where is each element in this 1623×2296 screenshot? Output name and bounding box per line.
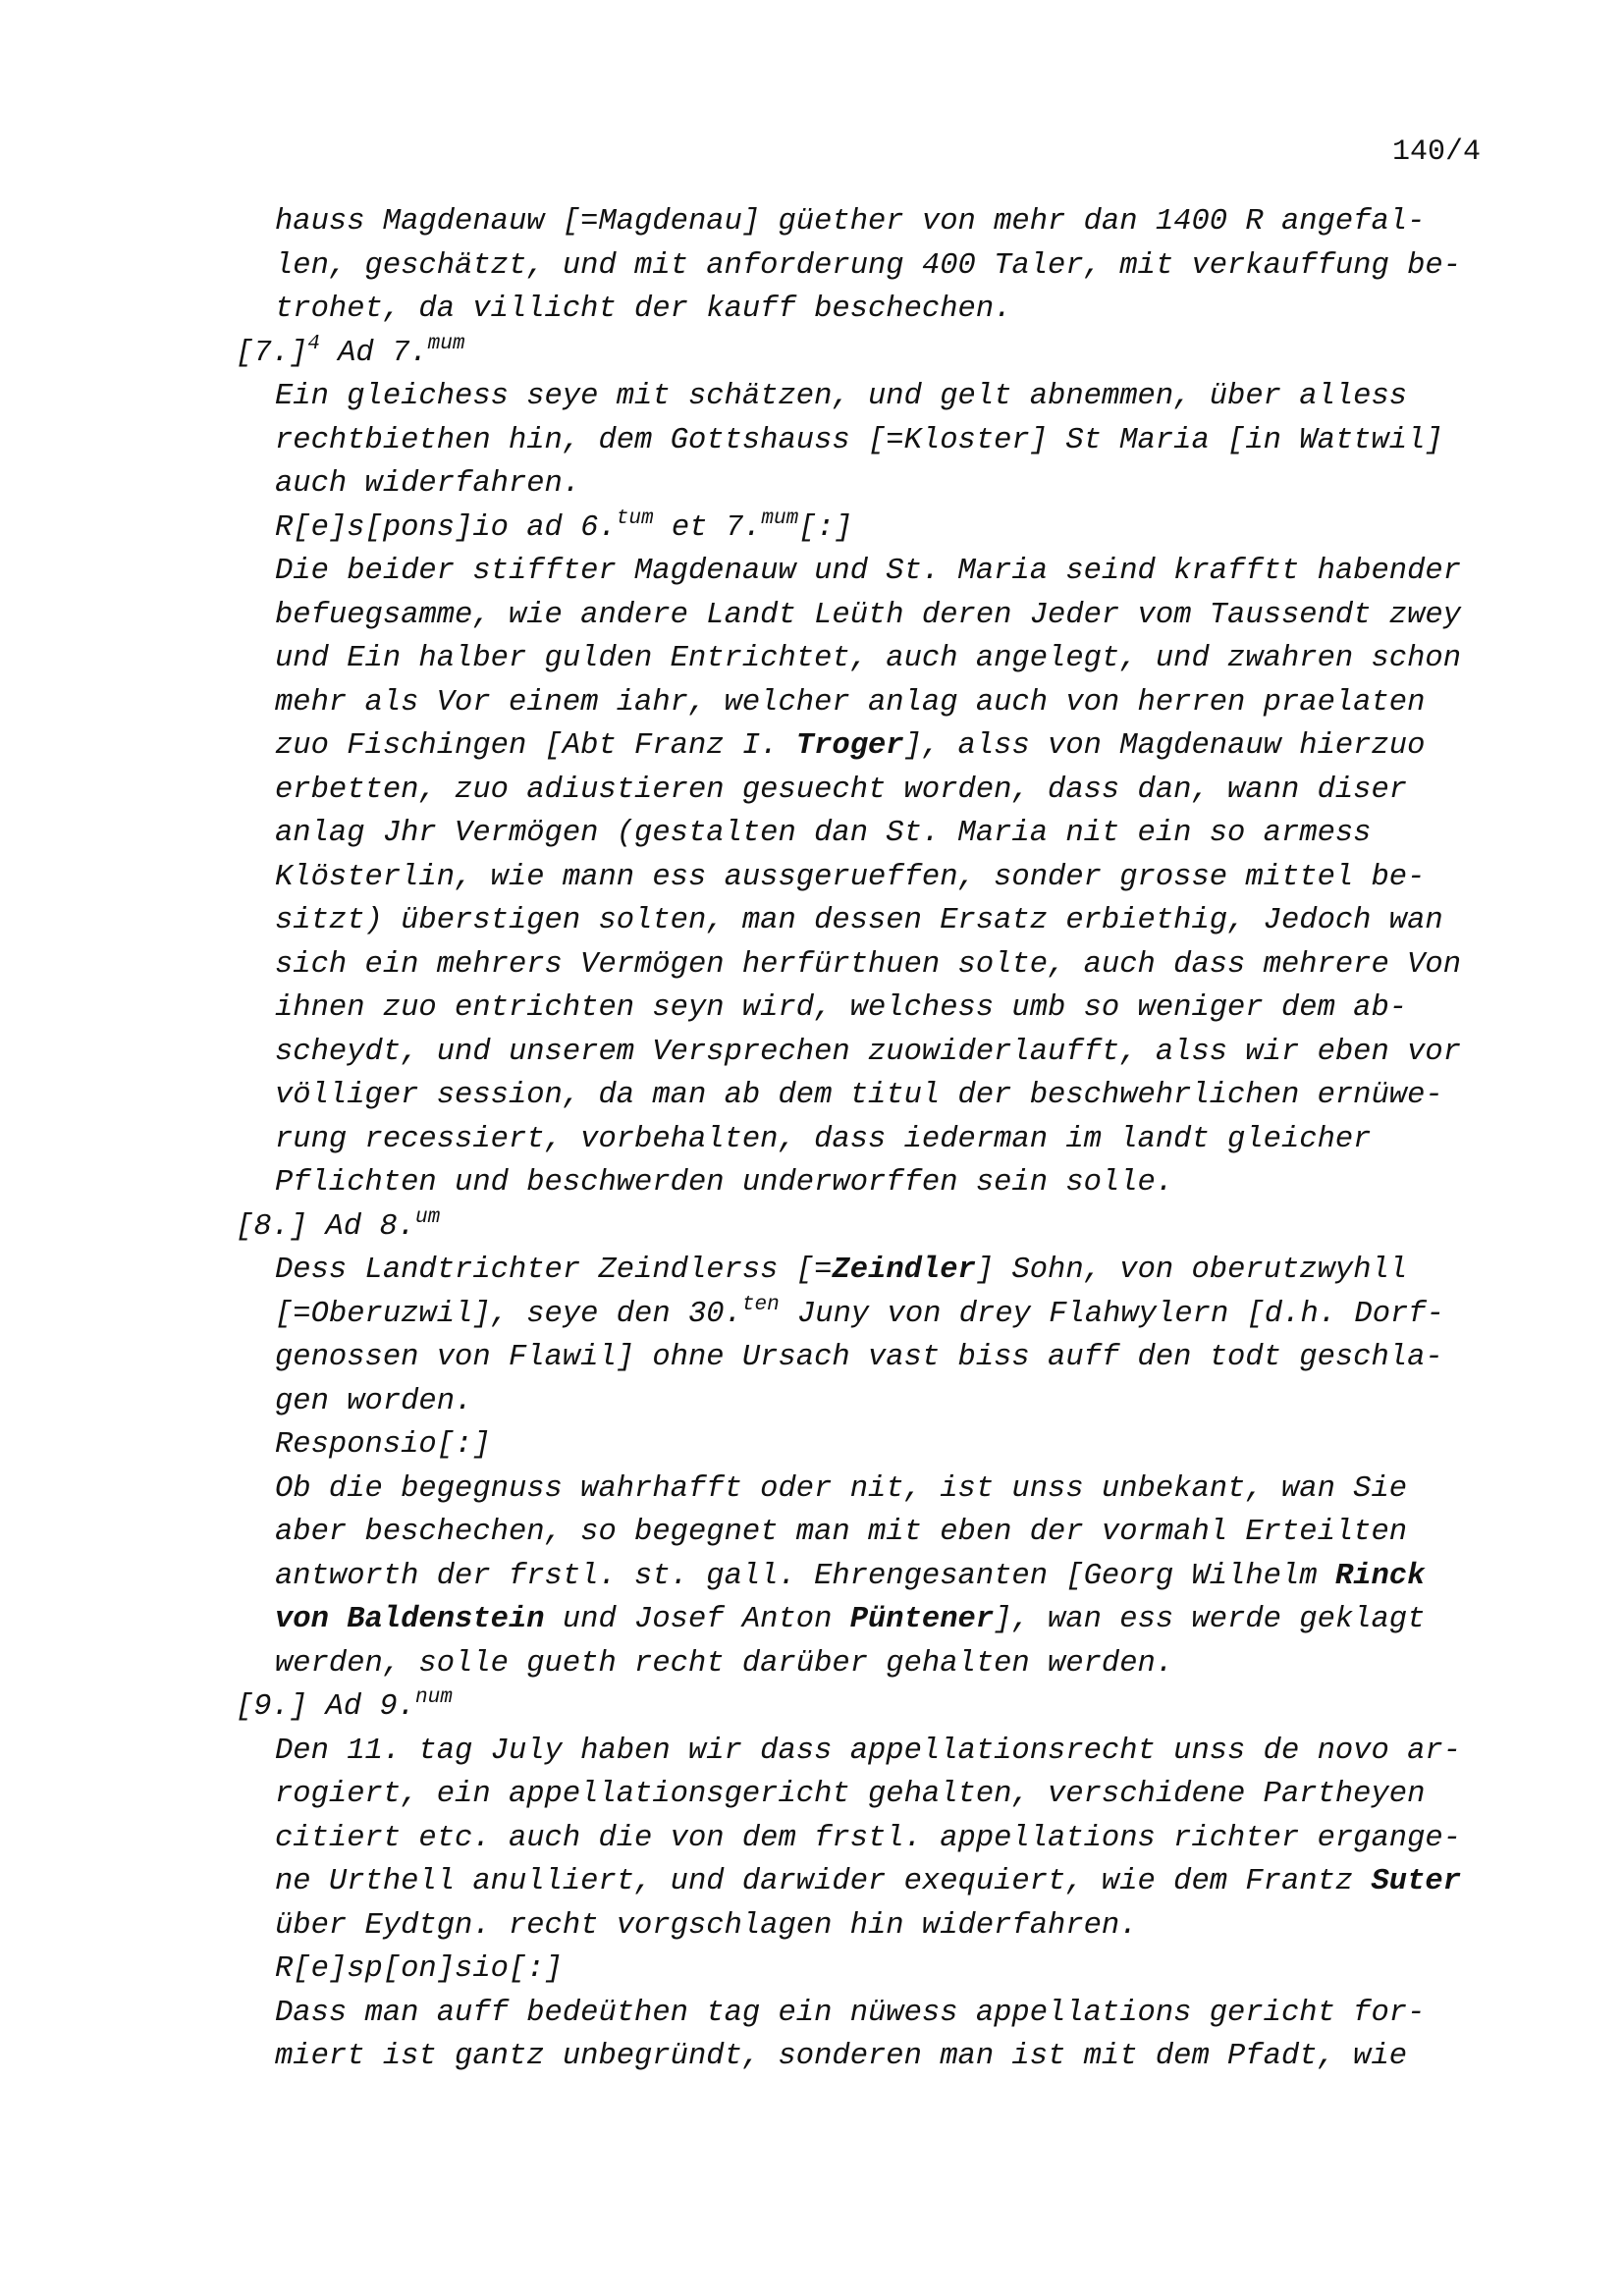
text-segment: Dass man auff bedeüthen tag ein nüwess appellations gericht for- [275,1996,1426,2030]
text-line [0,1380,1623,1424]
text-segment: trohet, da villicht der kauff beschechen. [275,293,1012,326]
text-segment: [:] [798,510,853,545]
text-segment: miert ist gantz unbegründt, sonderen man ist mit dem Pfadt, wie [275,2040,1408,2073]
superscript: ten [741,1293,780,1316]
text-line [0,1642,1623,1686]
text-segment: Juny von drey Flahwylern [d.h. Dorf- [779,1297,1444,1331]
text-segment: ] Sohn, von oberutzwyhll [975,1254,1408,1287]
text-line [0,1074,1623,1118]
text-line [0,200,1623,244]
text-segment: ], alss von Magdenauw hierzuo [903,729,1426,763]
text-line [0,1249,1623,1293]
text-segment: rechtbiethen hin, dem Gottshauss [=Kloster] St Maria [in Wattwil] [275,423,1443,457]
text-segment: rung recessiert, vorbehalten, dass iederman im landt gleicher [275,1122,1372,1156]
superscript: mum [761,507,799,530]
bold-name: von Baldenstein [275,1603,545,1636]
text-segment: [9.] Ad 9. [236,1690,416,1724]
text-segment: und Josef Anton [544,1603,850,1636]
superscript: um [415,1205,441,1229]
text-segment: R[e]s[pons]io ad 6. [275,510,617,545]
text-line [0,1511,1623,1555]
text-segment: auch widerfahren. [275,467,581,501]
superscript: mum [427,332,465,355]
text-line [0,1031,1623,1075]
text-line [0,637,1623,681]
text-segment: antworth der frstl. st. gall. Ehrengesanten [Georg Wilhelm [275,1559,1335,1593]
text-segment: genossen von Flawil] ohne Ursach vast biss auff den todt geschla- [275,1341,1443,1374]
text-segment: Den 11. tag July haben wir dass appellationsrecht unss de novo ar- [275,1734,1461,1768]
text-line [0,244,1623,289]
text-segment: sich ein mehrers Vermögen herfürthuen solte, auch dass mehrere Von [275,947,1461,982]
text-segment: et 7. [653,510,762,545]
text-line [0,1992,1623,2036]
text-segment: Ein gleichess seye mit schätzen, und gelt abnemmen, über alless [275,380,1408,413]
text-line [0,550,1623,594]
text-segment: mehr als Vor einem iahr, welcher anlag auch von herren praelaten [275,685,1426,720]
bold-name: Rinck [1334,1559,1426,1593]
text-segment: len, geschätzt, und mit anforderung 400 Taler, mit verkauffung be- [275,248,1461,283]
text-line [0,1118,1623,1162]
superscript: num [415,1686,453,1709]
text-line [0,1730,1623,1774]
text-segment: werden, solle gueth recht darüber gehalten werden. [275,1646,1174,1681]
text-segment: Responsio[:] [275,1428,491,1462]
text-line [0,462,1623,507]
bold-name: Troger [795,729,904,763]
text-segment: ], wan ess werde geklagt [994,1603,1426,1636]
text-segment: Ad 7. [319,336,428,370]
text-line [0,594,1623,638]
text-segment: und Ein halber gulden Entrichtet, auch angelegt, und zwahren schon [275,642,1461,675]
text-line [0,987,1623,1031]
text-segment: über Eydtgn. recht vorgschlagen hin widerfahren. [275,1908,1138,1943]
text-line [0,1161,1623,1205]
text-line [0,1555,1623,1599]
text-line [0,943,1623,988]
section-heading [0,332,1623,376]
text-segment: völliger session, da man ab dem titul der beschwehrlichen ernüwe- [275,1079,1443,1112]
text-segment: anlag Jhr Vermögen (gestalten dan St. Maria nit ein so armess [275,817,1372,850]
text-line [0,769,1623,813]
text-segment: rogiert, ein appellationsgericht gehalten, verschidene Partheyen [275,1778,1426,1811]
text-segment: gen worden. [275,1384,473,1418]
text-segment: Pflichten und beschwerden underworffen sein solle. [275,1166,1174,1200]
text-segment: hauss Magdenauw [=Magdenau] güether von mehr dan 1400 R angefal- [275,205,1426,239]
text-line [0,419,1623,463]
text-segment: Dess Landtrichter Zeindlerss [= [275,1254,833,1287]
text-line [0,1773,1623,1817]
document-body [0,200,1623,2079]
text-segment: erbetten, zuo adiustieren gesuecht worden, dass dan, wann diser [275,773,1408,807]
text-segment: ihnen zuo entrichten seyn wird, welchess umb so weniger dem ab- [275,991,1408,1025]
text-segment: Ob die begegnuss wahrhafft oder nit, ist unss unbekant, wan Sie [275,1471,1408,1506]
text-line [0,1423,1623,1468]
text-line [0,1468,1623,1512]
superscript: tum [616,507,654,530]
text-segment: [8.] Ad 8. [236,1209,416,1244]
text-line [0,1336,1623,1380]
text-line [0,681,1623,725]
bold-name: Püntener [849,1603,995,1636]
text-line [0,812,1623,856]
section-heading [0,1205,1623,1250]
text-line [0,856,1623,900]
text-segment: [=Oberuzwil], seye den 30. [275,1297,742,1331]
section-heading [0,1685,1623,1730]
text-segment: zuo Fischingen [Abt Franz I. [275,729,796,763]
text-segment: befuegsamme, wie andere Landt Leüth deren Jeder vom Taussendt zwey [275,598,1461,632]
text-segment: Klösterlin, wie mann ess aussgerueffen, sonder grosse mittel be- [275,860,1426,894]
text-segment: [7.] [236,336,308,370]
text-line [0,375,1623,419]
text-line [0,1948,1623,1992]
text-segment: Die beider stiffter Magdenauw und St. Maria seind krafftt habender [275,555,1461,588]
text-line [0,2035,1623,2079]
text-segment: citiert etc. auch die von dem frstl. appellations richter ergange- [275,1821,1461,1855]
text-segment: scheydt, und unserem Versprechen zuowiderlaufft, alss wir eben vor [275,1035,1461,1069]
text-segment: sitzt) überstigen solten, man dessen Ersatz erbiethig, Jedoch wan [275,904,1443,937]
text-line [0,288,1623,332]
text-segment: aber beschechen, so begegnet man mit eben der vormahl Erteilten [275,1516,1408,1549]
bold-name: Suter [1371,1865,1461,1898]
text-line [0,1904,1623,1949]
page-number: 140/4 [1391,135,1481,169]
superscript: 4 [307,332,320,355]
text-line [0,507,1623,551]
text-line [0,724,1623,769]
text-segment: R[e]sp[on]sio[:] [275,1952,563,1986]
text-line [0,1598,1623,1642]
bold-name: Zeindler [832,1254,976,1287]
text-line [0,1293,1623,1337]
text-segment: ne Urthell anulliert, und darwider exequiert, wie dem Frantz [275,1865,1372,1898]
text-line [0,899,1623,943]
text-line [0,1817,1623,1861]
text-line [0,1860,1623,1904]
